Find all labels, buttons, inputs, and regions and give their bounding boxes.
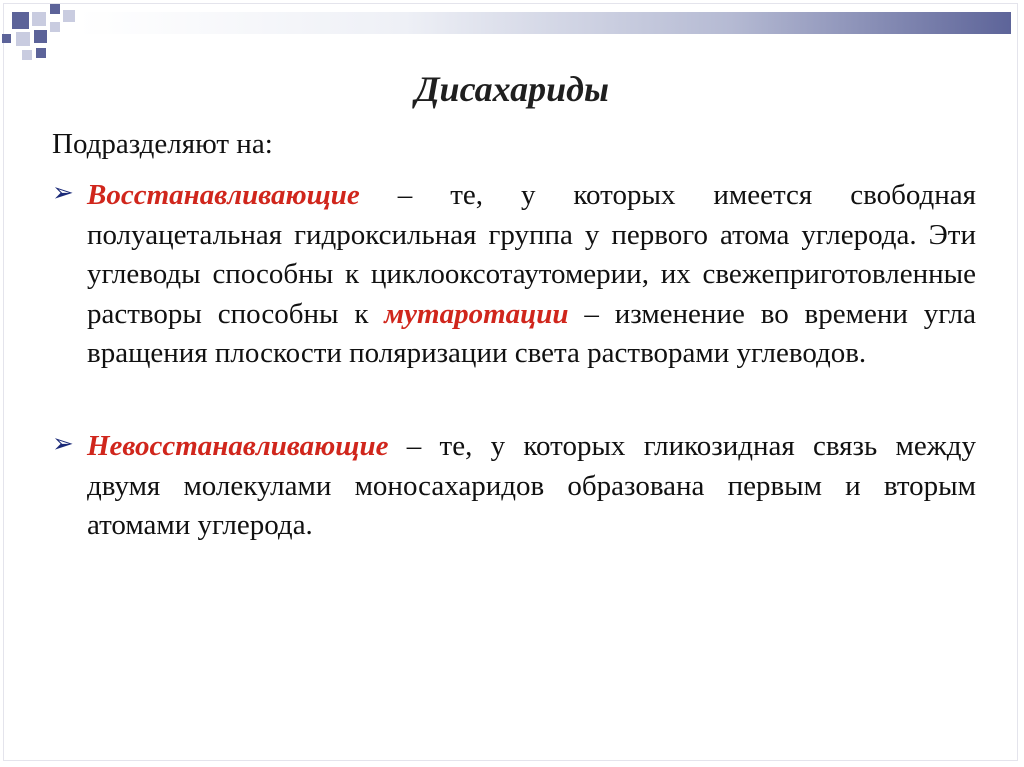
- decor-square: [34, 30, 47, 43]
- arrow-bullet-icon: ➢: [52, 178, 74, 208]
- decor-square: [32, 12, 46, 26]
- header-gradient-bar: [78, 12, 1011, 34]
- decor-square: [12, 12, 29, 29]
- bullet-text: [87, 176, 976, 374]
- slide-border: [3, 3, 1018, 761]
- bullet-text: [87, 427, 976, 546]
- decor-square: [50, 4, 60, 14]
- bullet-body: – те, у которых гликозидная связь между двумя молекулами моносахаридов образована первым и вторым атомами углерода.: [87, 430, 976, 541]
- decor-square: [63, 10, 75, 22]
- bullet-item: [52, 427, 976, 546]
- decor-square: [36, 48, 46, 58]
- bullet-body: – изменение во времени угла вращения плоскости поляризации света растворами углеводов.: [87, 297, 976, 369]
- decor-square: [2, 34, 11, 43]
- decor-square: [22, 50, 32, 60]
- term-highlight: Восстанавливающие: [87, 179, 360, 211]
- term-highlight: Невосстанавливающие: [87, 430, 389, 462]
- arrow-bullet-icon: ➢: [52, 429, 74, 459]
- term-highlight: мутаротации: [384, 297, 569, 330]
- slide-title: Дисахариды: [414, 69, 610, 109]
- bullet-body: – те, у которых имеется свободная полуацетальная гидроксильная группа у первого атома углерода. Эти углеводы способны к циклооксотаутомерии, их свежеприготовленные растворы способны к: [87, 179, 976, 330]
- intro-text: Подразделяют на:: [52, 128, 273, 160]
- decor-square: [50, 22, 60, 32]
- decor-square: [16, 32, 30, 46]
- bullet-item: [52, 176, 976, 374]
